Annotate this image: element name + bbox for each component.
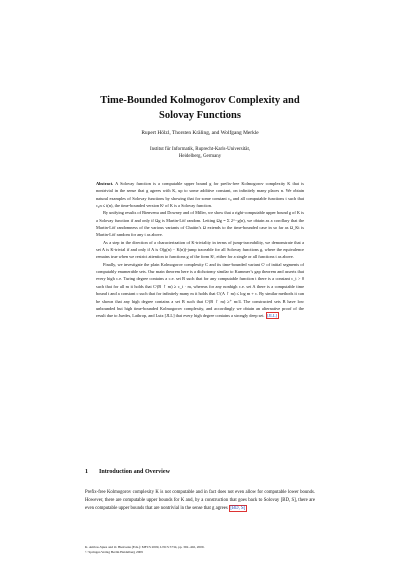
abstract-paragraph-1	[96, 180, 304, 209]
footnote-line-2: © Springer-Verlag Berlin Heidelberg 2009	[85, 550, 143, 555]
affiliation	[60, 146, 340, 160]
intro-text: Prefix-free Kolmogorov complexity K is not computable and in fact does not even allow for computable lower bounds. However, there are computable upper bounds for K and, by a construction that goes back to Solovay [BD, S], there are even computable upper bounds that are nontrivial in the sense that g agrees	[85, 490, 315, 511]
affiliation-line-1: Institut für Informatik, Ruprecht-Karls-Universität,	[149, 147, 251, 152]
publication-footnote	[85, 545, 315, 555]
affiliation-line-2: Heidelberg, Germany	[178, 154, 222, 159]
section-title: Introduction and Overview	[99, 469, 170, 475]
intro-paragraph	[85, 489, 315, 512]
title-line-1: Time-Bounded Kolmogorov Complexity and	[100, 95, 300, 106]
citation-link[interactable]: [JLL]	[267, 313, 277, 319]
author-list: Rupert Hölzl, Thorsten Kräling, and Wolfgang Merkle	[141, 130, 259, 136]
intro-citation-link[interactable]: [BD, S]	[230, 505, 246, 511]
abstract-paragraph-4	[96, 261, 304, 320]
abstract-text-1: A Solovay function is a computable upper bound g for prefix-free Kolmogorov complexity K that is nontrivial in the sense that g agrees with K, up to some additive constant, on infinitely many places n. We obtain natural examples of Solovay functions by showing that for some constant c₀ and all computable functions t such that c₀n ≤ t(n), the time-bounded version Kᵗ of K is a Solovay function.	[96, 181, 304, 209]
footnote-line-1: K. Ambos-Spies and O. Bienvenu (Eds.): MFCS 2009, LNCS 5734, pp. 392–402, 2009.	[85, 545, 205, 549]
abstract-paragraph-3: As a step in the direction of a characterization of K-triviality in terms of jump-traceability, we demonstrate that a set A is K-trivial if and only if A is O(g(n) − K(n))-jump traceable for all Solovay functions g, where the equivalence remains true when we restrict attention to functions g of the form Kᵗ, either for a single or all functions t as above.	[96, 239, 304, 260]
abstract	[96, 180, 304, 320]
section-heading	[85, 469, 315, 475]
abstract-label: Abstract.	[96, 181, 114, 186]
abstract-paragraph-2: By unifying results of Bienvenu and Downey and of Miller, we show that a right-computable upper bound g of K is a Solovay function if and only if Ωg is Martin-Löf random. Letting Ωg = Σ 2^−g(n), we obtain as a corollary that the Martin-Löf randomness of the various variants of Chaitin’s Ω extends to the time-bounded case in so far as Ω_Kt is Martin-Löf random for any t as above.	[96, 210, 304, 238]
paper-title	[60, 93, 340, 123]
title-line-2: Solovay Functions	[159, 110, 241, 121]
abstract-text-4: Finally, we investigate the plain Kolmogorov complexity C and its time-bounded variant Cᵗ of initial segments of computably enumerable sets. Our main theorem here is a dichotomy similar to Kummer’s gap theorem and asserts that every high c.e. Turing degree contains a c.e. set B such that for any computable function t there is a constant c_t > 0 such that for all m it holds that Cᵗ(B ↾ m) ≥ c_t · m, whereas for any nonhigh c.e. set A there is a computable time bound t and a constant c such that for infinitely many m it holds that Cᵗ(A ↾ m) ≤ log m + c. By similar methods it can be shown that any high degree contains a set B such that Cᵗ(B ↾ m) ≥⁺ m/4. The constructed sets B have low unbounded but high time-bounded Kolmogorov complexity, and accordingly we obtain an alternative proof of the result due to Juedes, Lathrop, and Lutz [JLL] that every high degree contains a strongly deep set.	[96, 261, 304, 319]
intro-body	[85, 489, 315, 512]
section-number: 1	[85, 469, 89, 475]
